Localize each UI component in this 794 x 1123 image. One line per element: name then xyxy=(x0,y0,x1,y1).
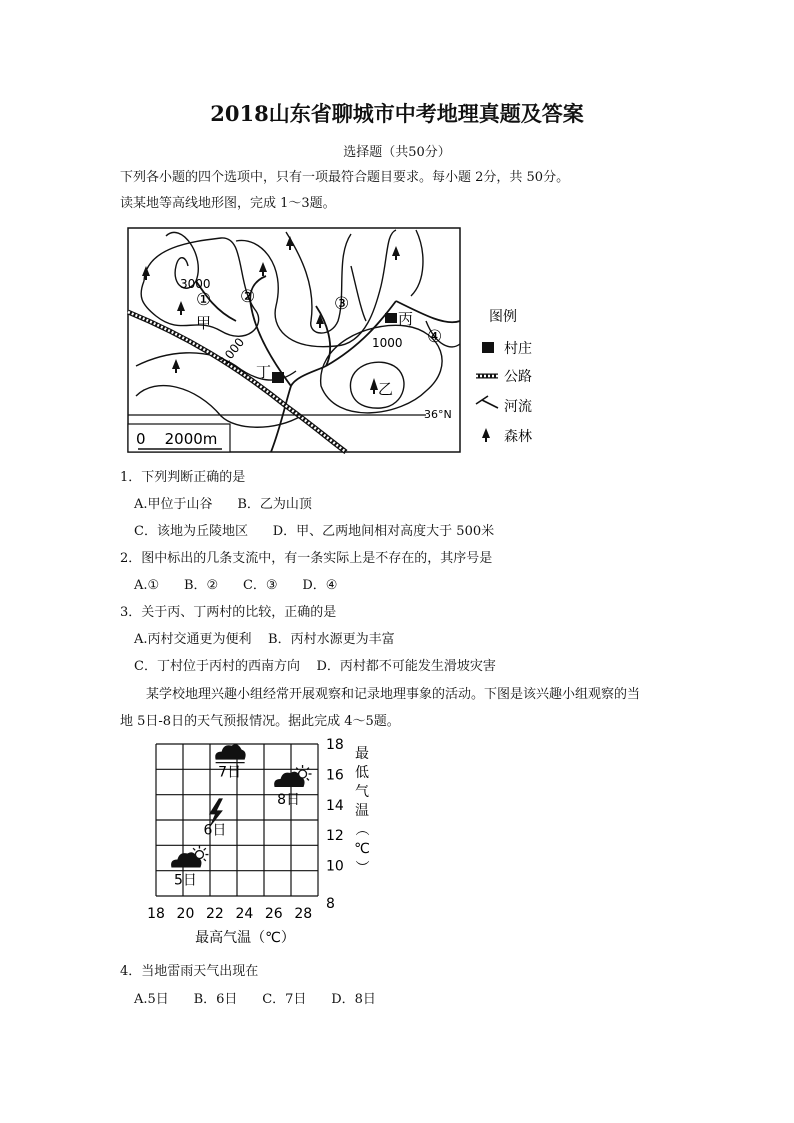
legend-river-icon xyxy=(476,396,498,408)
y-axis-label-char: （ xyxy=(353,822,369,836)
y-axis-label-char: 温 xyxy=(355,803,369,819)
weather-point-5日-label: 5日 xyxy=(173,872,197,889)
question-3-options-b: C．丁村位于丙村的西南方向 D．丙村都不可能发生滑坡灾害 xyxy=(134,659,496,674)
weather-point-7日-label: 7日 xyxy=(218,764,242,781)
x-tick-label: 28 xyxy=(294,906,313,922)
weather-point-8日-label: 8日 xyxy=(277,792,301,808)
contour-label-1000-a: 1000 xyxy=(217,335,248,368)
mark-2: ② xyxy=(240,287,256,307)
mark-4: ④ xyxy=(427,327,443,347)
scale-label: 0 2000m xyxy=(136,430,218,448)
mark-3: ③ xyxy=(334,294,350,314)
question-4-options: A.5日 B．6日 C．7日 D．8日 xyxy=(134,992,376,1007)
x-tick-label: 24 xyxy=(235,906,254,922)
y-tick-label: 8 xyxy=(326,896,335,912)
question-2-stem: 2．图中标出的几条支流中，有一条实际上是不存在的，其序号是 xyxy=(120,551,493,566)
question-3-options-a: A.丙村交通更为便利 B．丙村水源更为丰富 xyxy=(134,632,395,647)
village-bing-icon xyxy=(385,313,397,323)
instructions: 下列各小题的四个选项中，只有一项最符合题目要求。每小题 2分，共 50分。 xyxy=(120,170,570,185)
latitude-label: 36°N xyxy=(424,408,452,421)
place-bing: 丙 xyxy=(398,310,414,328)
y-tick-label: 18 xyxy=(326,738,344,753)
weather-intro-line-2: 地 5日-8日的天气预报情况。据此完成 4～5题。 xyxy=(120,714,400,729)
legend-river-label: 河流 xyxy=(504,399,532,415)
weather-point-7日-overcast-icon xyxy=(215,744,245,759)
contour-label-3000: 3000 xyxy=(180,277,211,291)
weather-point-8日-sun-icon-ray xyxy=(307,778,309,780)
y-axis-label-char: ℃ xyxy=(354,841,370,857)
x-tick-label: 18 xyxy=(147,906,165,922)
y-axis-label-char: ） xyxy=(353,860,369,874)
y-tick-label: 10 xyxy=(326,858,344,875)
legend-village-icon xyxy=(482,342,494,353)
place-yi: 乙 xyxy=(378,380,394,398)
weather-chart xyxy=(140,738,400,950)
legend-village-label: 村庄 xyxy=(504,341,532,357)
y-tick-label: 14 xyxy=(326,797,344,814)
question-1-stem: 1．下列判断正确的是 xyxy=(120,470,246,485)
y-tick-label: 16 xyxy=(326,767,344,784)
page-title: 2018山东省聊城市中考地理真题及答案 xyxy=(210,101,584,126)
mark-1: ① xyxy=(196,290,212,310)
question-1-options-b: C．该地为丘陵地区 D．甲、乙两地间相对高度大于 500米 xyxy=(134,524,495,539)
legend-forest-icon xyxy=(482,428,490,442)
weather-intro-line-1: 某学校地理兴趣小组经常开展观察和记录地理事象的活动。下图是该兴趣小组观察的当 xyxy=(146,687,641,702)
y-axis-label-char: 低 xyxy=(355,765,369,781)
weather-point-5日-sun-icon-ray xyxy=(193,848,195,850)
legend-title: 图例 xyxy=(489,309,517,325)
x-tick-label: 22 xyxy=(205,906,224,922)
weather-point-5日-sun-icon-ray xyxy=(204,848,206,850)
village-ding-icon xyxy=(272,372,284,383)
y-axis-label-char: 气 xyxy=(355,784,369,800)
place-ding: 丁 xyxy=(256,363,272,381)
legend-road-label: 公路 xyxy=(504,369,532,385)
weather-point-5日-sun-icon-ray xyxy=(204,859,206,861)
legend-forest-label: 森林 xyxy=(504,429,532,445)
question-2-options: A.① B．② C．③ D．④ xyxy=(134,578,338,593)
question-1-options-a: A.甲位于山谷 B．乙为山顶 xyxy=(134,497,312,512)
y-axis-label-char: 最 xyxy=(355,746,369,762)
place-jia: 甲 xyxy=(196,314,212,332)
contour-label-1000-b: 1000 xyxy=(372,336,403,350)
section-heading: 选择题（共50分） xyxy=(343,145,451,160)
question-3-stem: 3．关于丙、丁两村的比较，正确的是 xyxy=(120,605,337,620)
x-axis-label: 最高气温（℃） xyxy=(195,930,295,946)
map-intro: 读某地等高线地形图，完成 1～3题。 xyxy=(120,196,336,211)
x-tick-label: 26 xyxy=(264,906,283,922)
contour-map xyxy=(126,226,556,454)
question-4-stem: 4．当地雷雨天气出现在 xyxy=(120,964,259,979)
x-tick-label: 20 xyxy=(176,906,195,922)
weather-point-6日-label: 6日 xyxy=(203,822,227,839)
y-tick-label: 12 xyxy=(326,828,344,845)
